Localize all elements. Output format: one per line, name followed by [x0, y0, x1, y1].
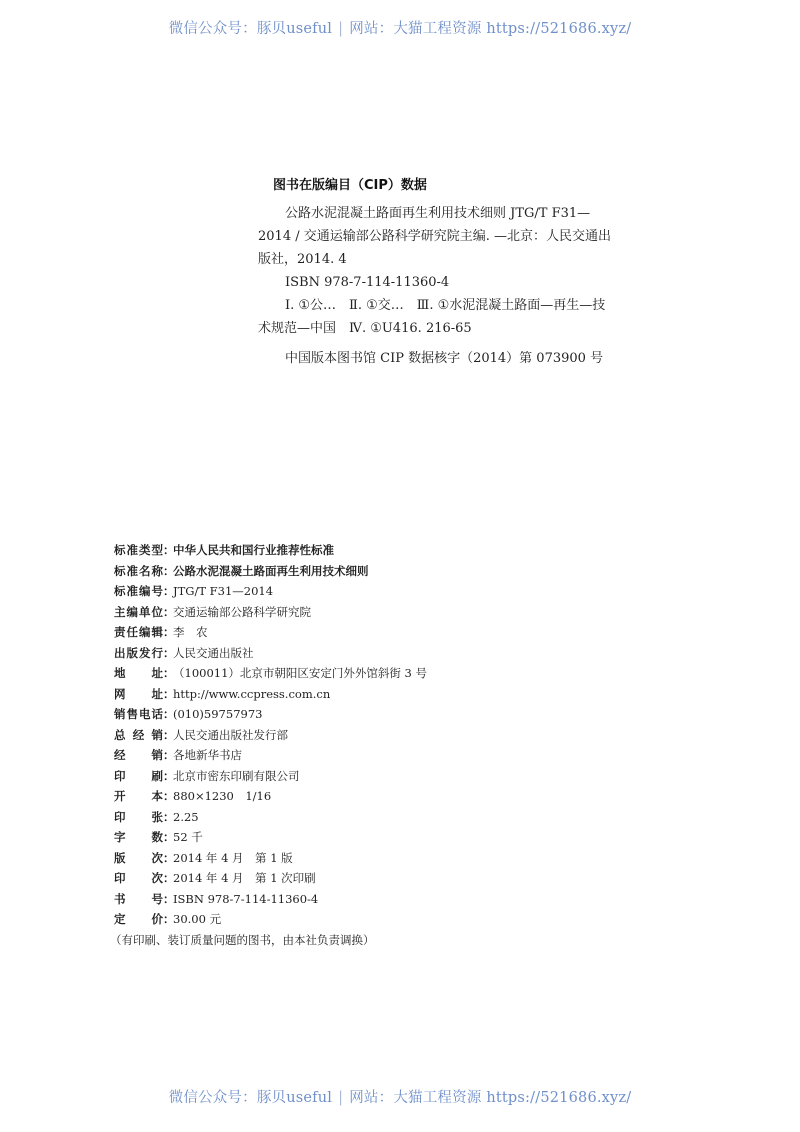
info-row: [114, 807, 427, 828]
info-row: [114, 827, 427, 848]
info-value: 交通运输部公路科学研究院: [173, 604, 311, 619]
info-value: http://www.ccpress.com.cn: [173, 686, 331, 701]
cip-number-block: [258, 347, 618, 370]
notice: （有印刷、装订质量问题的图书，由本社负责调换）: [110, 932, 375, 947]
info-colon: ：: [163, 789, 175, 803]
info-row: [114, 704, 427, 725]
info-value: ISBN 978-7-114-11360-4: [173, 891, 319, 906]
info-label: 主编单位: [114, 604, 163, 619]
info-colon: ：: [163, 891, 175, 906]
info-row: [114, 663, 427, 684]
info-value: 人民交通出版社: [173, 645, 254, 660]
info-colon: ：: [163, 645, 175, 660]
info-label: 标准编号: [114, 584, 163, 598]
watermark-bottom: [0, 1086, 800, 1107]
info-value: （100011）北京市朝阳区安定门外外馆斜街 3 号: [173, 666, 428, 680]
info-value: 52 千: [173, 830, 203, 844]
info-label: 印刷: [114, 768, 163, 783]
info-value: 2014 年 4 月 第 1 次印刷: [173, 871, 316, 885]
info-label: 标准名称: [114, 563, 163, 578]
cip-number: 中国版本图书馆 CIP 数据核字（2014）第 073900 号: [285, 351, 604, 366]
info-colon: ：: [163, 543, 175, 557]
info-row: [114, 643, 427, 664]
cip-isbn: ISBN 978-7-114-11360-4: [285, 275, 450, 290]
info-value: 公路水泥混凝土路面再生利用技术细则: [173, 563, 369, 578]
cip-classification: Ⅰ. ①公… Ⅱ. ①交… Ⅲ. ①水泥混凝土路面—再生—技术规范—中国 Ⅳ. ①U416. 216-65: [258, 298, 606, 336]
info-colon: ：: [163, 666, 175, 680]
info-row: [114, 766, 427, 787]
info-row: [114, 786, 427, 807]
watermark-separator: |: [338, 1090, 344, 1106]
watermark-left: 微信公众号：豚贝useful: [168, 1090, 333, 1106]
info-row: [114, 745, 427, 766]
watermark-right: 网站：大猫工程资源 https://521686.xyz/: [349, 1090, 632, 1106]
info-row: [114, 684, 427, 705]
info-colon: ：: [163, 850, 175, 865]
watermark-right: 网站：大猫工程资源 https://521686.xyz/: [349, 21, 632, 37]
info-value: 北京市密东印刷有限公司: [173, 768, 300, 783]
info-value: 30.00 元: [173, 912, 222, 926]
info-colon: ：: [163, 809, 175, 824]
info-value: 2.25: [173, 809, 199, 824]
info-label: 开本: [114, 789, 163, 803]
info-label: 总经销: [114, 727, 163, 742]
watermark-top: [0, 17, 800, 38]
info-row: [114, 909, 427, 930]
info-row: [114, 561, 427, 582]
info-label: 地址: [114, 666, 163, 680]
watermark-separator: |: [338, 21, 344, 37]
cip-title: 图书在版编目（CIP）数据: [273, 178, 427, 193]
info-value: JTG/T F31—2014: [173, 584, 274, 598]
info-row: [114, 868, 427, 889]
info-colon: ：: [163, 912, 175, 926]
info-row: [114, 602, 427, 623]
info-value: 中华人民共和国行业推荐性标准: [173, 543, 334, 557]
info-label: 标准类型: [114, 543, 163, 557]
info-colon: ：: [163, 830, 175, 844]
info-label: 定价: [114, 912, 163, 926]
info-colon: ：: [163, 707, 175, 721]
info-row: [114, 581, 427, 602]
info-label: 印次: [114, 871, 163, 885]
info-label: 责任编辑: [114, 625, 163, 639]
info-colon: ：: [163, 563, 175, 578]
info-colon: ：: [163, 625, 175, 639]
info-value: (010)59757973: [173, 707, 263, 721]
info-value: 李 农: [173, 625, 208, 639]
cip-classification-block: [258, 294, 618, 340]
info-colon: ：: [163, 604, 175, 619]
info-colon: ：: [163, 768, 175, 783]
info-label: 书号: [114, 891, 163, 906]
info-label: 印张: [114, 809, 163, 824]
watermark-left: 微信公众号：豚贝useful: [168, 21, 333, 37]
info-value: 人民交通出版社发行部: [173, 727, 288, 742]
info-row: [114, 848, 427, 869]
info-label: 出版发行: [114, 645, 163, 660]
info-colon: ：: [163, 871, 175, 885]
info-row: [114, 622, 427, 643]
info-value: 2014 年 4 月 第 1 版: [173, 850, 293, 865]
info-row: [114, 540, 427, 561]
info-label: 版次: [114, 850, 163, 865]
info-value: 880×1230 1/16: [173, 789, 272, 803]
info-label: 网址: [114, 686, 163, 701]
info-colon: ：: [163, 727, 175, 742]
info-row: [114, 725, 427, 746]
info-row: [114, 889, 427, 910]
info-label: 字数: [114, 830, 163, 844]
info-value: 各地新华书店: [173, 748, 242, 762]
info-colon: ：: [163, 748, 175, 762]
info-colon: ：: [163, 686, 175, 701]
info-label: 经销: [114, 748, 163, 762]
cip-description: [258, 202, 618, 294]
info-label: 销售电话: [114, 707, 163, 721]
info-colon: ：: [163, 584, 175, 598]
publication-info: [110, 540, 428, 950]
cip-bibliographic: 公路水泥混凝土路面再生利用技术细则 JTG/T F31—2014 / 交通运输部公路科学研究院主编. —北京：人民交通出版社，2014. 4: [258, 206, 611, 267]
